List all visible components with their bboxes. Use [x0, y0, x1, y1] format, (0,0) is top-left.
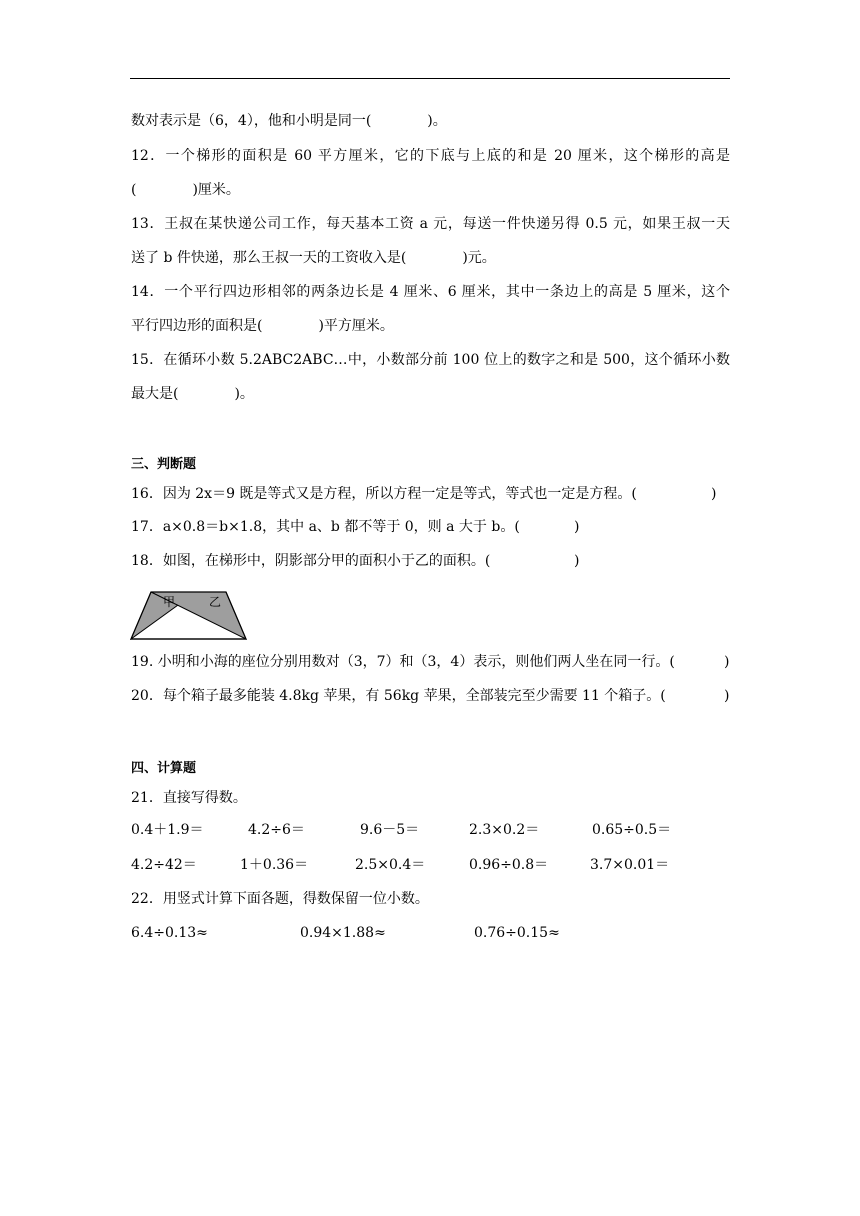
- q15-line1: 15．在循环小数 5.2ABC2ABC…中，小数部分前 100 位上的数字之和是 500，这个循环小数: [131, 352, 730, 368]
- q14-line2: 平行四边形的面积是( )平方厘米。: [131, 318, 394, 334]
- q19: 19. 小明和小海的座位分别用数对（3，7）和（3，4）表示，则他们两人坐在同一行。(: [131, 654, 675, 670]
- q19-close-paren: ): [724, 654, 730, 670]
- figure-label-a: 甲: [163, 595, 176, 609]
- oral-calc-item: 1＋0.36＝: [240, 857, 309, 873]
- vertical-calc-item: 6.4÷0.13≈: [131, 925, 208, 941]
- q17-close-paren: ): [574, 519, 580, 535]
- q11-continuation: 数对表示是（6，4），他和小明是同一( )。: [131, 113, 447, 129]
- header-rule: [130, 78, 730, 79]
- oral-calc-item: 2.3×0.2＝: [469, 822, 540, 838]
- q18: 18．如图，在梯形中，阴影部分甲的面积小于乙的面积。(: [131, 553, 491, 569]
- q14-line1: 14．一个平行四边形相邻的两条边长是 4 厘米、6 厘米，其中一条边上的高是 5 厘米，这个: [131, 284, 730, 300]
- section-judgement-heading: 三、判断题: [131, 457, 197, 472]
- q12-line1: 12．一个梯形的面积是 60 平方厘米，它的下底与上底的和是 20 厘米，这个梯形的高是: [131, 148, 730, 164]
- q13-line2: 送了 b 件快递，那么王叔一天的工资收入是( )元。: [131, 250, 496, 266]
- oral-calc-item: 0.65÷0.5＝: [592, 822, 672, 838]
- q20-close-paren: ): [724, 688, 730, 704]
- oral-calc-item: 2.5×0.4＝: [355, 857, 426, 873]
- figure-label-b: 乙: [209, 595, 222, 609]
- oral-calc-item: 4.2÷42＝: [131, 857, 197, 873]
- section-calculation-heading: 四、计算题: [131, 761, 197, 776]
- q16: 16．因为 2x＝9 既是等式又是方程，所以方程一定是等式，等式也一定是方程。(: [131, 486, 637, 502]
- q22: 22．用竖式计算下面各题，得数保留一位小数。: [131, 891, 429, 907]
- q15-line2: 最大是( )。: [131, 386, 254, 402]
- vertical-calc-item: 0.76÷0.15≈: [474, 925, 560, 941]
- oral-calc-item: 9.6－5＝: [360, 822, 420, 838]
- trapezoid-figure: [130, 584, 248, 640]
- oral-calc-item: 0.96÷0.8＝: [469, 857, 549, 873]
- oral-calc-item: 0.4＋1.9＝: [131, 822, 204, 838]
- q21: 21．直接写得数。: [131, 790, 247, 806]
- oral-calc-item: 3.7×0.01＝: [590, 857, 670, 873]
- q18-close-paren: ): [574, 553, 580, 569]
- q13-line1: 13．王叔在某快递公司工作，每天基本工资 a 元，每送一件快递另得 0.5 元，如果王叔一天: [131, 216, 730, 232]
- q16-close-paren: ): [711, 486, 717, 502]
- q12-line2: ( )厘米。: [131, 182, 240, 198]
- vertical-calc-item: 0.94×1.88≈: [300, 925, 386, 941]
- oral-calc-item: 4.2÷6＝: [248, 822, 305, 838]
- q20: 20．每个箱子最多能装 4.8kg 苹果，有 56kg 苹果，全部装完至少需要 11 个箱子。(: [131, 688, 666, 704]
- q17: 17．a×0.8＝b×1.8，其中 a、b 都不等于 0，则 a 大于 b。(: [131, 519, 520, 535]
